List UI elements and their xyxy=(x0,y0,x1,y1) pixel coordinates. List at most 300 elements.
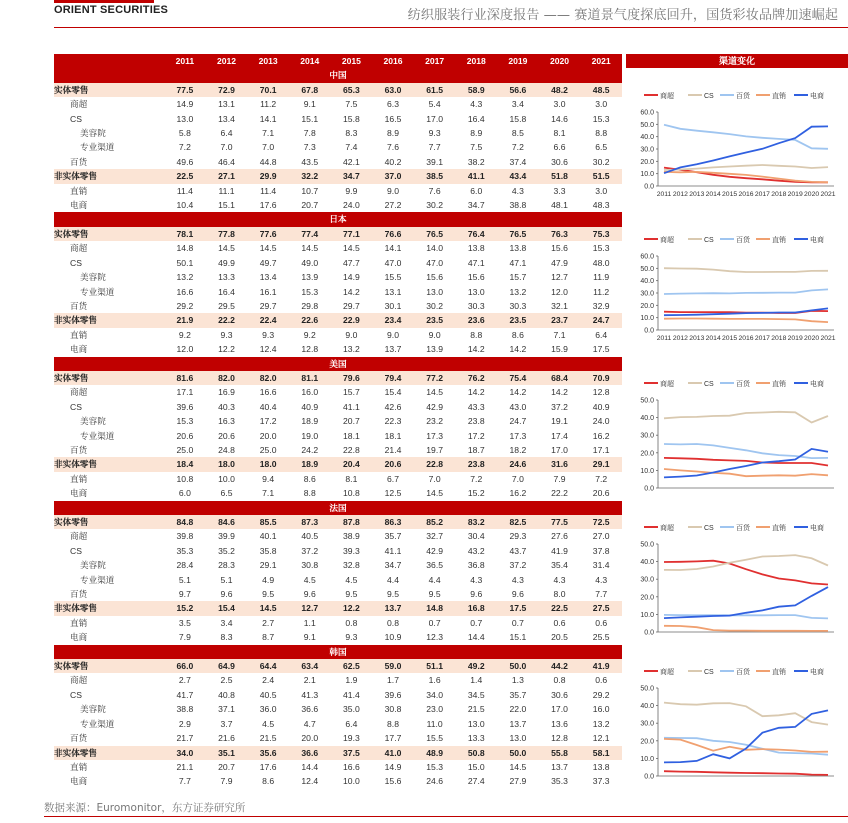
row-label: 专业渠道 xyxy=(54,140,164,154)
table-cell: 15.7 xyxy=(497,270,539,284)
table-cell: 82.0 xyxy=(206,371,248,385)
table-cell: 82.5 xyxy=(497,515,539,529)
legend-label: 电商 xyxy=(810,381,824,388)
table-cell: 13.6 xyxy=(539,717,581,731)
table-cell: 32.2 xyxy=(289,169,331,183)
year-header: 2020 xyxy=(539,54,581,68)
series-line-电商 xyxy=(664,587,828,618)
table-cell: 14.4 xyxy=(289,760,331,774)
y-tick-label: 30.0 xyxy=(640,146,654,154)
table-cell: 10.8 xyxy=(331,486,373,500)
table-cell: 7.0 xyxy=(497,472,539,486)
table-cell: 35.7 xyxy=(497,688,539,702)
table-cell: 21.6 xyxy=(206,731,248,745)
x-tick-label: 2016 xyxy=(738,335,754,342)
table-cell: 25.0 xyxy=(164,443,206,457)
table-cell: 16.9 xyxy=(206,385,248,399)
table-cell: 13.1 xyxy=(372,285,414,299)
table-cell: 34.7 xyxy=(331,169,373,183)
table-cell: 6.4 xyxy=(331,717,373,731)
table-cell: 15.6 xyxy=(414,270,456,284)
y-tick-label: 20.0 xyxy=(640,158,654,166)
table-cell: 40.2 xyxy=(372,155,414,169)
table-cell: 27.6 xyxy=(539,529,581,543)
table-cell: 38.2 xyxy=(455,155,497,169)
table-cell: 8.0 xyxy=(539,587,581,601)
y-tick-label: 50.0 xyxy=(640,685,654,693)
table-cell: 24.8 xyxy=(206,443,248,457)
x-tick-label: 2011 xyxy=(656,191,672,198)
table-cell: 22.3 xyxy=(372,414,414,428)
table-cell: 21.5 xyxy=(455,702,497,716)
row-label: 专业渠道 xyxy=(54,285,164,299)
header-divider xyxy=(54,27,848,28)
row-label: CS xyxy=(54,112,164,126)
table-cell: 14.5 xyxy=(497,760,539,774)
table-cell: 22.8 xyxy=(414,457,456,471)
row-label: CS xyxy=(54,544,164,558)
y-tick-label: 60.0 xyxy=(640,109,654,117)
table-cell: 13.2 xyxy=(331,342,373,356)
table-cell: 5.1 xyxy=(164,573,206,587)
table-cell: 36.0 xyxy=(247,702,289,716)
y-tick-label: 50.0 xyxy=(640,397,654,405)
table-row xyxy=(54,486,622,500)
series-line-CS xyxy=(664,268,828,272)
table-cell: 40.4 xyxy=(247,400,289,414)
y-tick-label: 10.0 xyxy=(640,467,654,475)
table-cell: 9.2 xyxy=(289,328,331,342)
table-cell: 17.3 xyxy=(414,429,456,443)
table-cell: 76.3 xyxy=(539,227,581,241)
table-row xyxy=(54,515,622,529)
legend-label: 电商 xyxy=(810,93,824,100)
table-cell: 19.1 xyxy=(539,414,581,428)
table-cell: 19.0 xyxy=(289,429,331,443)
table-cell: 15.4 xyxy=(206,601,248,615)
table-cell: 4.3 xyxy=(497,573,539,587)
data-source-note: 数据来源：Euromonitor，东方证券研究所 xyxy=(44,802,246,814)
table-cell: 7.6 xyxy=(372,140,414,154)
table-cell: 9.6 xyxy=(497,587,539,601)
row-label: 商超 xyxy=(54,529,164,543)
table-cell: 24.7 xyxy=(580,313,622,327)
table-cell: 23.4 xyxy=(372,313,414,327)
table-cell: 30.8 xyxy=(372,702,414,716)
table-cell: 9.3 xyxy=(414,126,456,140)
table-cell: 14.8 xyxy=(164,241,206,255)
legend-label: CS xyxy=(704,525,714,532)
row-label: CS xyxy=(54,256,164,270)
table-cell: 16.4 xyxy=(206,285,248,299)
table-cell: 87.8 xyxy=(331,515,373,529)
table-cell: 39.6 xyxy=(164,400,206,414)
table-cell: 14.4 xyxy=(455,630,497,644)
table-cell: 7.7 xyxy=(414,140,456,154)
table-cell: 0.8 xyxy=(372,616,414,630)
row-label: 电商 xyxy=(54,774,164,788)
table-cell: 12.8 xyxy=(539,731,581,745)
table-cell: 15.3 xyxy=(289,285,331,299)
table-cell: 77.6 xyxy=(247,227,289,241)
row-label: 商超 xyxy=(54,241,164,255)
table-cell: 56.6 xyxy=(497,83,539,97)
row-label: 美容院 xyxy=(54,414,164,428)
table-cell: 12.0 xyxy=(164,342,206,356)
table-cell: 3.3 xyxy=(539,184,581,198)
row-label: 电商 xyxy=(54,486,164,500)
table-cell: 35.6 xyxy=(247,746,289,760)
table-cell: 10.0 xyxy=(206,472,248,486)
table-cell: 16.6 xyxy=(247,385,289,399)
table-cell: 0.6 xyxy=(539,616,581,630)
table-cell: 7.1 xyxy=(247,126,289,140)
table-cell: 8.9 xyxy=(372,126,414,140)
table-cell: 7.9 xyxy=(206,774,248,788)
table-cell: 7.2 xyxy=(497,140,539,154)
table-cell: 15.6 xyxy=(372,774,414,788)
table-cell: 47.1 xyxy=(455,256,497,270)
section-header-row xyxy=(54,68,622,82)
row-label: 百货 xyxy=(54,443,164,457)
table-cell: 17.0 xyxy=(539,443,581,457)
x-tick-label: 2017 xyxy=(754,335,770,342)
x-tick-label: 2020 xyxy=(804,191,820,198)
series-line-CS xyxy=(664,555,828,570)
row-label: 实体零售 xyxy=(54,227,164,241)
section-header-row xyxy=(54,501,622,515)
table-cell: 24.0 xyxy=(580,414,622,428)
table-row xyxy=(54,241,622,255)
table-cell: 36.5 xyxy=(414,558,456,572)
table-cell: 49.2 xyxy=(455,659,497,673)
table-cell: 16.0 xyxy=(580,702,622,716)
table-row xyxy=(54,702,622,716)
table-cell: 4.5 xyxy=(289,573,331,587)
table-cell: 32.8 xyxy=(331,558,373,572)
table-cell: 12.7 xyxy=(289,601,331,615)
table-cell: 16.2 xyxy=(580,429,622,443)
table-cell: 16.0 xyxy=(289,385,331,399)
table-cell: 13.0 xyxy=(164,112,206,126)
table-cell: 9.5 xyxy=(331,587,373,601)
series-line-直销 xyxy=(664,319,828,323)
table-cell: 10.4 xyxy=(164,198,206,212)
x-tick-label: 2011 xyxy=(656,335,672,342)
row-label: 非实体零售 xyxy=(54,601,164,615)
table-cell: 12.2 xyxy=(331,601,373,615)
table-cell: 0.7 xyxy=(497,616,539,630)
x-tick-label: 2021 xyxy=(820,191,836,198)
table-row xyxy=(54,97,622,111)
table-cell: 22.2 xyxy=(539,486,581,500)
table-cell: 70.1 xyxy=(247,83,289,97)
year-header-row xyxy=(54,54,622,68)
table-cell: 38.8 xyxy=(497,198,539,212)
row-label: 美容院 xyxy=(54,558,164,572)
table-cell: 15.2 xyxy=(455,486,497,500)
table-cell: 76.4 xyxy=(455,227,497,241)
table-cell: 6.0 xyxy=(164,486,206,500)
row-label: 直销 xyxy=(54,472,164,486)
table-cell: 42.6 xyxy=(372,400,414,414)
table-cell: 29.7 xyxy=(247,299,289,313)
table-cell: 7.0 xyxy=(206,140,248,154)
table-cell: 22.5 xyxy=(164,169,206,183)
table-cell: 13.3 xyxy=(455,731,497,745)
legend-label: 商超 xyxy=(660,525,674,532)
table-cell: 8.8 xyxy=(580,126,622,140)
legend-label: 电商 xyxy=(810,237,824,244)
table-cell: 14.8 xyxy=(414,601,456,615)
table-cell: 47.9 xyxy=(539,256,581,270)
table-cell: 12.4 xyxy=(247,342,289,356)
table-cell: 22.4 xyxy=(247,313,289,327)
table-cell: 41.1 xyxy=(372,544,414,558)
table-cell: 37.2 xyxy=(539,400,581,414)
table-cell: 37.2 xyxy=(289,544,331,558)
table-cell: 8.1 xyxy=(539,126,581,140)
table-cell: 14.5 xyxy=(331,241,373,255)
table-cell: 7.0 xyxy=(247,140,289,154)
table-row xyxy=(54,140,622,154)
row-label: 电商 xyxy=(54,630,164,644)
table-cell: 37.8 xyxy=(580,544,622,558)
table-cell: 13.7 xyxy=(497,717,539,731)
table-cell: 50.1 xyxy=(164,256,206,270)
table-row xyxy=(54,472,622,486)
table-cell: 16.2 xyxy=(497,486,539,500)
table-row xyxy=(54,184,622,198)
table-cell: 0.6 xyxy=(580,673,622,687)
x-tick-label: 2021 xyxy=(820,335,836,342)
table-cell: 15.8 xyxy=(331,112,373,126)
table-cell: 64.4 xyxy=(247,659,289,673)
table-cell: 75.4 xyxy=(497,371,539,385)
table-cell: 15.8 xyxy=(497,112,539,126)
table-cell: 21.9 xyxy=(164,313,206,327)
table-row xyxy=(54,414,622,428)
table-cell: 36.8 xyxy=(455,558,497,572)
row-label: 百货 xyxy=(54,587,164,601)
table-cell: 77.8 xyxy=(206,227,248,241)
table-cell: 42.1 xyxy=(331,155,373,169)
year-header: 2015 xyxy=(331,54,373,68)
x-tick-label: 2015 xyxy=(722,191,738,198)
row-label: 百货 xyxy=(54,155,164,169)
table-cell: 43.5 xyxy=(289,155,331,169)
table-cell: 32.1 xyxy=(539,299,581,313)
table-cell: 13.7 xyxy=(372,342,414,356)
table-cell: 55.8 xyxy=(539,746,581,760)
table-row xyxy=(54,270,622,284)
table-cell: 9.5 xyxy=(247,587,289,601)
legend-label: 百货 xyxy=(736,525,750,532)
table-cell: 18.2 xyxy=(497,443,539,457)
table-cell: 65.3 xyxy=(331,83,373,97)
table-cell: 7.2 xyxy=(164,140,206,154)
channel-share-table xyxy=(54,54,622,789)
table-row xyxy=(54,83,622,97)
table-cell: 3.0 xyxy=(580,97,622,111)
table-cell: 0.8 xyxy=(331,616,373,630)
series-line-百货 xyxy=(664,125,828,149)
row-label: 实体零售 xyxy=(54,371,164,385)
table-row xyxy=(54,774,622,788)
year-header: 2016 xyxy=(372,54,414,68)
table-cell: 51.1 xyxy=(414,659,456,673)
table-row xyxy=(54,544,622,558)
legend-label: CS xyxy=(704,93,714,100)
table-cell: 29.8 xyxy=(289,299,331,313)
table-cell: 40.9 xyxy=(580,400,622,414)
table-cell: 7.7 xyxy=(164,774,206,788)
table-cell: 7.9 xyxy=(539,472,581,486)
year-header: 2014 xyxy=(289,54,331,68)
table-cell: 3.5 xyxy=(164,616,206,630)
table-cell: 8.6 xyxy=(497,328,539,342)
table-cell: 41.9 xyxy=(580,659,622,673)
table-cell: 41.0 xyxy=(372,746,414,760)
table-cell: 6.0 xyxy=(455,184,497,198)
footer-divider xyxy=(44,816,848,817)
table-cell: 7.4 xyxy=(331,140,373,154)
y-tick-label: 50.0 xyxy=(640,265,654,273)
table-cell: 49.7 xyxy=(247,256,289,270)
legend-label: 商超 xyxy=(660,93,674,100)
table-cell: 13.2 xyxy=(580,717,622,731)
table-cell: 29.1 xyxy=(247,558,289,572)
table-cell: 81.1 xyxy=(289,371,331,385)
table-cell: 22.6 xyxy=(289,313,331,327)
table-cell: 40.9 xyxy=(289,400,331,414)
table-cell: 12.4 xyxy=(289,774,331,788)
table-cell: 9.0 xyxy=(414,328,456,342)
table-cell: 6.6 xyxy=(539,140,581,154)
table-cell: 18.1 xyxy=(331,429,373,443)
table-cell: 7.7 xyxy=(580,587,622,601)
table-cell: 9.6 xyxy=(206,587,248,601)
row-label: CS xyxy=(54,400,164,414)
x-tick-label: 2015 xyxy=(722,335,738,342)
y-tick-label: 20.0 xyxy=(640,450,654,458)
y-tick-label: 0.0 xyxy=(644,629,654,637)
table-cell: 37.5 xyxy=(331,746,373,760)
table-cell: 9.3 xyxy=(247,328,289,342)
table-cell: 23.8 xyxy=(455,414,497,428)
row-label: 电商 xyxy=(54,342,164,356)
x-tick-label: 2018 xyxy=(771,335,787,342)
legend-label: 百货 xyxy=(736,669,750,676)
table-cell: 82.0 xyxy=(247,371,289,385)
x-tick-label: 2014 xyxy=(705,191,721,198)
table-cell: 16.1 xyxy=(247,285,289,299)
table-cell: 35.1 xyxy=(206,746,248,760)
row-label: 百货 xyxy=(54,299,164,313)
table-cell: 34.0 xyxy=(164,746,206,760)
table-cell: 43.2 xyxy=(455,544,497,558)
table-cell: 41.7 xyxy=(164,688,206,702)
table-cell: 41.9 xyxy=(539,544,581,558)
table-cell: 9.6 xyxy=(455,587,497,601)
table-cell: 39.3 xyxy=(331,544,373,558)
table-cell: 81.6 xyxy=(164,371,206,385)
table-cell: 3.7 xyxy=(206,717,248,731)
channel-charts xyxy=(626,68,848,794)
table-row xyxy=(54,256,622,270)
table-cell: 21.5 xyxy=(247,731,289,745)
table-cell: 23.0 xyxy=(414,702,456,716)
x-tick-label: 2017 xyxy=(754,191,770,198)
table-cell: 9.3 xyxy=(331,630,373,644)
table-row xyxy=(54,760,622,774)
table-cell: 39.6 xyxy=(372,688,414,702)
table-cell: 28.4 xyxy=(164,558,206,572)
table-cell: 77.4 xyxy=(289,227,331,241)
y-tick-label: 10.0 xyxy=(640,171,654,179)
table-row xyxy=(54,717,622,731)
table-cell: 1.7 xyxy=(372,673,414,687)
legend-label: CS xyxy=(704,237,714,244)
row-label: 美容院 xyxy=(54,126,164,140)
y-tick-label: 10.0 xyxy=(640,611,654,619)
table-cell: 30.6 xyxy=(539,688,581,702)
y-tick-label: 20.0 xyxy=(640,594,654,602)
table-cell: 63.0 xyxy=(372,83,414,97)
x-tick-label: 2013 xyxy=(689,335,705,342)
table-cell: 66.0 xyxy=(164,659,206,673)
table-cell: 9.1 xyxy=(289,97,331,111)
table-cell: 24.6 xyxy=(414,774,456,788)
table-cell: 22.8 xyxy=(331,443,373,457)
table-cell: 58.1 xyxy=(580,746,622,760)
table-cell: 9.0 xyxy=(331,328,373,342)
row-label: 直销 xyxy=(54,184,164,198)
table-cell: 2.7 xyxy=(164,673,206,687)
table-cell: 18.9 xyxy=(289,414,331,428)
y-tick-label: 20.0 xyxy=(640,738,654,746)
row-label: 实体零售 xyxy=(54,515,164,529)
table-cell: 68.4 xyxy=(539,371,581,385)
row-label: 百货 xyxy=(54,731,164,745)
table-cell: 30.6 xyxy=(539,155,581,169)
table-cell: 17.0 xyxy=(539,702,581,716)
table-cell: 29.5 xyxy=(206,299,248,313)
table-cell: 14.2 xyxy=(331,285,373,299)
row-label: 电商 xyxy=(54,198,164,212)
section-title: 韩国 xyxy=(54,645,622,659)
table-cell: 27.0 xyxy=(580,529,622,543)
series-line-直销 xyxy=(664,626,828,631)
table-row xyxy=(54,155,622,169)
table-cell: 12.2 xyxy=(206,342,248,356)
table-cell: 19.3 xyxy=(331,731,373,745)
table-cell: 8.3 xyxy=(331,126,373,140)
series-line-百货 xyxy=(664,289,828,294)
table-cell: 15.2 xyxy=(164,601,206,615)
table-cell: 30.3 xyxy=(497,299,539,313)
table-cell: 28.3 xyxy=(206,558,248,572)
table-cell: 2.4 xyxy=(247,673,289,687)
table-cell: 47.7 xyxy=(331,256,373,270)
table-cell: 9.4 xyxy=(247,472,289,486)
table-cell: 8.8 xyxy=(289,486,331,500)
table-cell: 4.3 xyxy=(455,573,497,587)
table-cell: 20.6 xyxy=(372,457,414,471)
table-cell: 8.9 xyxy=(455,126,497,140)
table-cell: 20.5 xyxy=(539,630,581,644)
table-cell: 22.0 xyxy=(497,702,539,716)
